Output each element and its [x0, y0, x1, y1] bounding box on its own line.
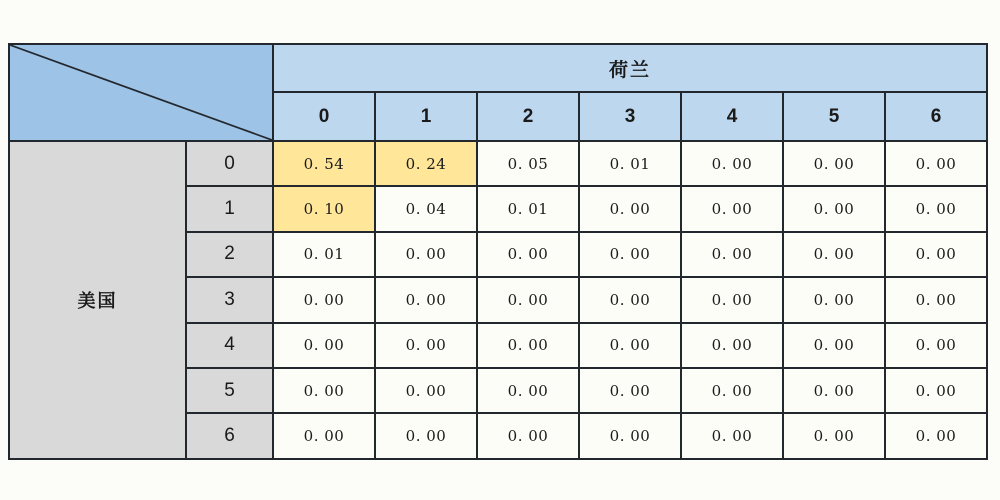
prob-cell-0-0: 0. 54 — [273, 141, 375, 186]
column-header-6: 6 — [885, 92, 987, 141]
prob-cell-6-4: 0. 00 — [681, 413, 783, 458]
prob-cell-2-5: 0. 00 — [783, 232, 885, 277]
prob-cell-1-1: 0. 04 — [375, 186, 477, 231]
prob-cell-5-6: 0. 00 — [885, 368, 987, 413]
prob-cell-4-1: 0. 00 — [375, 323, 477, 368]
prob-cell-3-0: 0. 00 — [273, 277, 375, 322]
prob-cell-0-5: 0. 00 — [783, 141, 885, 186]
prob-cell-1-6: 0. 00 — [885, 186, 987, 231]
prob-cell-4-4: 0. 00 — [681, 323, 783, 368]
prob-cell-2-3: 0. 00 — [579, 232, 681, 277]
prob-cell-1-0: 0. 10 — [273, 186, 375, 231]
prob-cell-6-2: 0. 00 — [477, 413, 579, 458]
row-group-header-usa: 美国 — [9, 141, 186, 459]
column-group-row — [9, 44, 987, 92]
prob-cell-5-1: 0. 00 — [375, 368, 477, 413]
prob-cell-3-1: 0. 00 — [375, 277, 477, 322]
prob-cell-3-5: 0. 00 — [783, 277, 885, 322]
prob-cell-0-1: 0. 24 — [375, 141, 477, 186]
prob-cell-6-5: 0. 00 — [783, 413, 885, 458]
row-header-1: 1 — [186, 186, 273, 231]
prob-cell-1-3: 0. 00 — [579, 186, 681, 231]
prob-cell-2-2: 0. 00 — [477, 232, 579, 277]
prob-cell-0-6: 0. 00 — [885, 141, 987, 186]
prob-cell-0-2: 0. 05 — [477, 141, 579, 186]
row-header-4: 4 — [186, 323, 273, 368]
prob-cell-4-6: 0. 00 — [885, 323, 987, 368]
column-header-1: 1 — [375, 92, 477, 141]
corner-diagonal-cell — [9, 44, 273, 141]
prob-cell-2-0: 0. 01 — [273, 232, 375, 277]
row-header-6: 6 — [186, 413, 273, 458]
column-header-4: 4 — [681, 92, 783, 141]
prob-cell-2-6: 0. 00 — [885, 232, 987, 277]
prob-cell-6-6: 0. 00 — [885, 413, 987, 458]
prob-cell-0-4: 0. 00 — [681, 141, 783, 186]
prob-cell-4-2: 0. 00 — [477, 323, 579, 368]
prob-cell-5-0: 0. 00 — [273, 368, 375, 413]
row-header-0: 0 — [186, 141, 273, 186]
prob-cell-1-2: 0. 01 — [477, 186, 579, 231]
prob-cell-3-3: 0. 00 — [579, 277, 681, 322]
column-group-header-netherlands: 荷兰 — [273, 44, 987, 92]
prob-cell-4-0: 0. 00 — [273, 323, 375, 368]
prob-cell-1-4: 0. 00 — [681, 186, 783, 231]
prob-cell-5-2: 0. 00 — [477, 368, 579, 413]
prob-cell-0-3: 0. 01 — [579, 141, 681, 186]
prob-cell-2-4: 0. 00 — [681, 232, 783, 277]
prob-cell-1-5: 0. 00 — [783, 186, 885, 231]
probability-table — [8, 43, 988, 460]
row-header-5: 5 — [186, 368, 273, 413]
column-header-3: 3 — [579, 92, 681, 141]
diagonal-line-icon — [10, 45, 272, 140]
prob-cell-6-1: 0. 00 — [375, 413, 477, 458]
column-header-2: 2 — [477, 92, 579, 141]
prob-cell-5-4: 0. 00 — [681, 368, 783, 413]
prob-cell-5-5: 0. 00 — [783, 368, 885, 413]
row-header-2: 2 — [186, 232, 273, 277]
prob-cell-3-2: 0. 00 — [477, 277, 579, 322]
column-header-0: 0 — [273, 92, 375, 141]
prob-cell-6-0: 0. 00 — [273, 413, 375, 458]
prob-cell-2-1: 0. 00 — [375, 232, 477, 277]
prob-cell-4-5: 0. 00 — [783, 323, 885, 368]
table-row-0 — [9, 141, 987, 186]
prob-cell-6-3: 0. 00 — [579, 413, 681, 458]
column-header-5: 5 — [783, 92, 885, 141]
prob-cell-5-3: 0. 00 — [579, 368, 681, 413]
prob-cell-3-6: 0. 00 — [885, 277, 987, 322]
row-header-3: 3 — [186, 277, 273, 322]
prob-cell-3-4: 0. 00 — [681, 277, 783, 322]
prob-cell-4-3: 0. 00 — [579, 323, 681, 368]
